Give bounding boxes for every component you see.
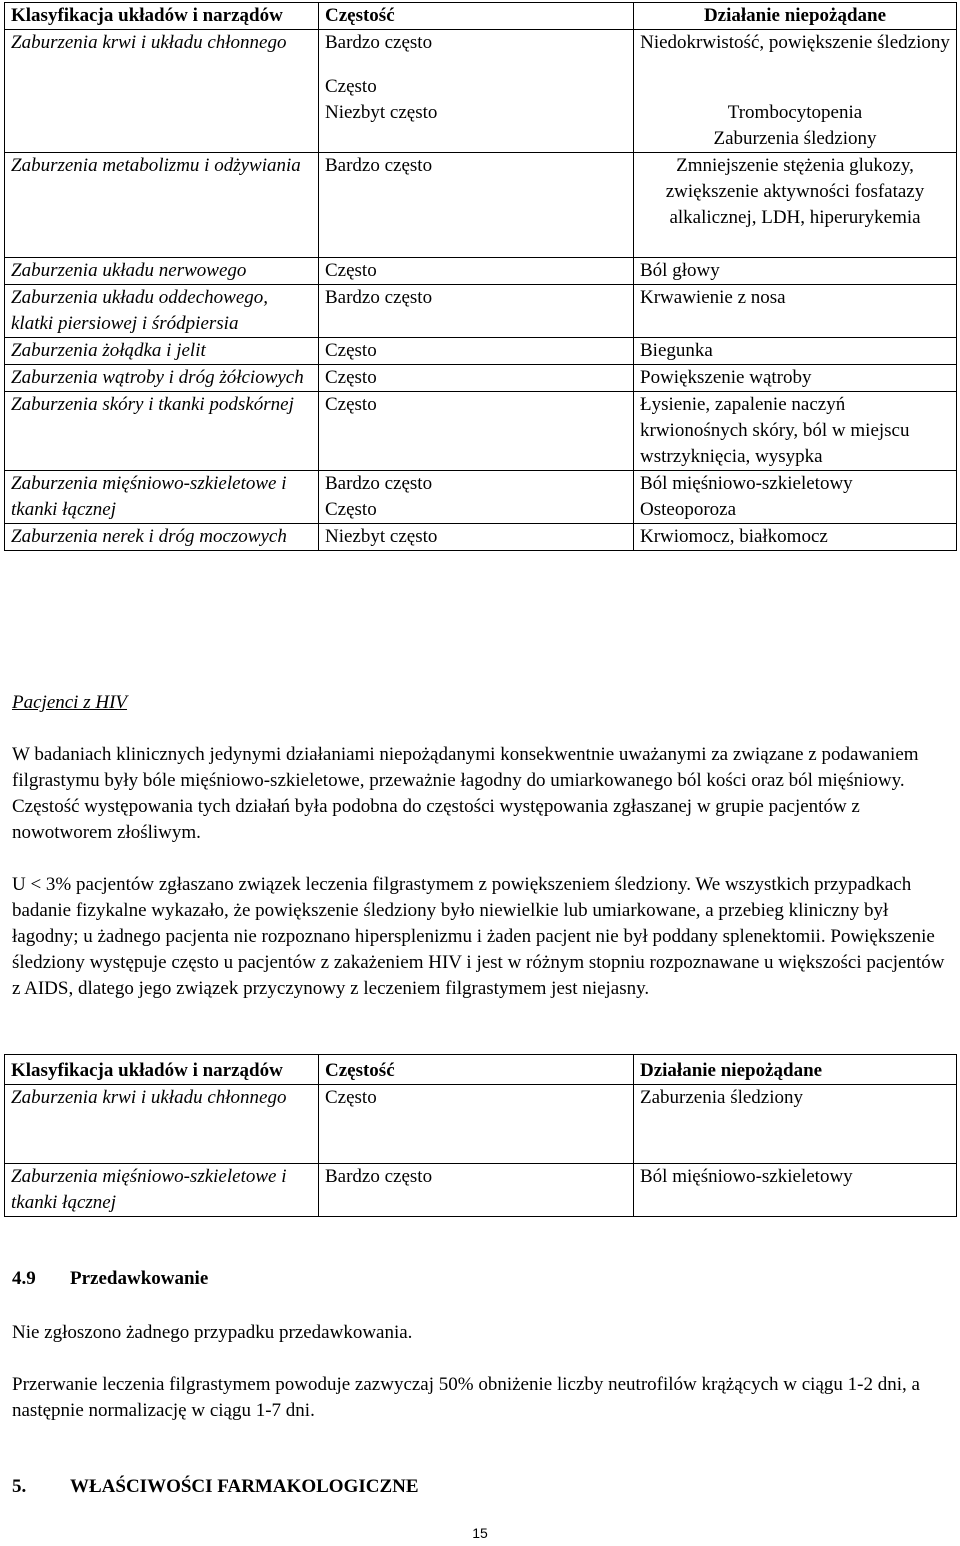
header-soc: Klasyfikacja układów i narządów	[5, 1055, 319, 1085]
soc-cell: Zaburzenia krwi i układu chłonnego	[5, 1085, 319, 1164]
paragraph: Przerwanie leczenia filgrastymem powoduje zazwyczaj 50% obniżenie liczby neutrofilów krążących w ciągu 1-2 dni, a następnie normalizację w ciągu 1-7 dni.	[12, 1374, 920, 1421]
table-row	[5, 1085, 957, 1164]
header-adverse-reaction: Działanie niepożądane	[634, 3, 957, 30]
soc-cell: Zaburzenia mięśniowo-szkieletowe i tkanki łącznej	[5, 471, 319, 524]
table-row	[5, 365, 957, 392]
adverse-reaction-cell	[634, 30, 957, 153]
soc-cell: Zaburzenia układu oddechowego, klatki piersiowej i śródpiersia	[5, 285, 319, 338]
hiv-adverse-reactions-table	[4, 1054, 957, 1217]
header-adverse-reaction: Działanie niepożądane	[634, 1055, 957, 1085]
frequency-value: Niezbyt często	[325, 102, 438, 123]
soc-cell: Zaburzenia układu nerwowego	[5, 258, 319, 285]
table-row	[5, 338, 957, 365]
soc-cell: Zaburzenia wątroby i dróg żółciowych	[5, 365, 319, 392]
table-row	[5, 285, 957, 338]
header-soc: Klasyfikacja układów i narządów	[5, 3, 319, 30]
section-heading-5	[12, 1474, 419, 1500]
header-frequency: Częstość	[319, 3, 634, 30]
adverse-reaction-value: Osteoporoza	[640, 499, 737, 520]
table-header-row	[5, 3, 957, 30]
adverse-reaction-cell: Zmniejszenie stężenia glukozy, zwiększenie aktywności fosfatazy alkalicznej, LDH, hiperurykemia	[634, 153, 957, 258]
section-title: WŁAŚCIWOŚCI FARMAKOLOGICZNE	[70, 1476, 419, 1497]
frequency-cell	[319, 471, 634, 524]
adverse-reaction-cell: Ból mięśniowo-szkieletowy	[634, 1164, 957, 1217]
adverse-reaction-value: Zaburzenia śledziony	[713, 128, 877, 149]
table-header-row	[5, 1055, 957, 1085]
page-number: 15	[472, 1525, 488, 1541]
adverse-reaction-cell: Powiększenie wątroby	[634, 365, 957, 392]
frequency-cell: Często	[319, 258, 634, 285]
soc-cell: Zaburzenia skóry i tkanki podskórnej	[5, 392, 319, 471]
frequency-value: Bardzo często	[325, 32, 433, 53]
frequency-cell: Często	[319, 365, 634, 392]
frequency-value: Często	[325, 76, 377, 97]
hiv-subheading: Pacjenci z HIV	[12, 692, 128, 713]
frequency-cell: Często	[319, 1085, 634, 1164]
frequency-value: Często	[325, 499, 377, 520]
frequency-cell: Bardzo często	[319, 153, 634, 258]
paragraph: Nie zgłoszono żadnego przypadku przedawkowania.	[12, 1322, 413, 1343]
table-row	[5, 471, 957, 524]
paragraph: W badaniach klinicznych jedynymi działaniami niepożądanymi konsekwentnie uważanymi za związane z podawaniem filgrastymu były bóle mięśniowo-szkieletowe, przeważnie łagodny do umiarkowanego ból kości oraz ból mięśniowy. Częstość występowania tych działań była podobna do częstości występowania zgłaszanej w grupie pacjentów z nowotworem złośliwym.	[12, 744, 919, 843]
section-number: 4.9	[12, 1268, 36, 1289]
soc-cell: Zaburzenia metabolizmu i odżywiania	[5, 153, 319, 258]
soc-cell: Zaburzenia żołądka i jelit	[5, 338, 319, 365]
adverse-reaction-value: Ból mięśniowo-szkieletowy	[640, 473, 853, 494]
adverse-reaction-cell: Krwiomocz, białkomocz	[634, 524, 957, 551]
paragraph: U < 3% pacjentów zgłaszano związek leczenia filgrastymem z powiększeniem śledziony. We wszystkich przypadkach badanie fizykalne wykazało, że powiększenie śledziony było niewielkie lub umiarkowane, a przebieg kliniczny był łagodny; u żadnego pacjenta nie rozpoznano hipersplenizmu i żaden pacjent nie był poddany splenektomii. Powiększenie śledziony występuje często u pacjentów z zakażeniem HIV i jest w różnym stopniu rozpoznawane u większości pacjentów z AIDS, dlatego jego związek przyczynowy z leczeniem filgrastymem jest niejasny.	[12, 874, 945, 999]
soc-cell: Zaburzenia mięśniowo-szkieletowe i tkanki łącznej	[5, 1164, 319, 1217]
table-row	[5, 1164, 957, 1217]
adverse-reaction-cell: Biegunka	[634, 338, 957, 365]
frequency-value: Bardzo często	[325, 473, 433, 494]
header-frequency: Częstość	[319, 1055, 634, 1085]
adverse-reactions-table	[4, 2, 957, 551]
section-number: 5.	[12, 1476, 27, 1497]
frequency-cell: Bardzo często	[319, 285, 634, 338]
adverse-reaction-value: Trombocytopenia	[727, 102, 863, 123]
soc-cell: Zaburzenia nerek i dróg moczowych	[5, 524, 319, 551]
table-row	[5, 153, 957, 258]
adverse-reaction-cell: Krwawienie z nosa	[634, 285, 957, 338]
section-heading-4-9	[12, 1266, 208, 1292]
frequency-cell: Często	[319, 392, 634, 471]
table-row	[5, 524, 957, 551]
adverse-reaction-cell: Zaburzenia śledziony	[634, 1085, 957, 1164]
frequency-cell: Bardzo często	[319, 1164, 634, 1217]
table-row	[5, 392, 957, 471]
frequency-cell: Często	[319, 338, 634, 365]
adverse-reaction-cell: Ból głowy	[634, 258, 957, 285]
table-row	[5, 258, 957, 285]
adverse-reaction-cell	[634, 471, 957, 524]
adverse-reaction-value: Niedokrwistość, powiększenie śledziony	[640, 32, 950, 53]
frequency-cell: Niezbyt często	[319, 524, 634, 551]
adverse-reaction-cell: Łysienie, zapalenie naczyń krwionośnych skóry, ból w miejscu wstrzyknięcia, wysypka	[634, 392, 957, 471]
soc-cell: Zaburzenia krwi i układu chłonnego	[5, 30, 319, 153]
section-title: Przedawkowanie	[70, 1268, 209, 1289]
frequency-cell	[319, 30, 634, 153]
table-row	[5, 30, 957, 153]
